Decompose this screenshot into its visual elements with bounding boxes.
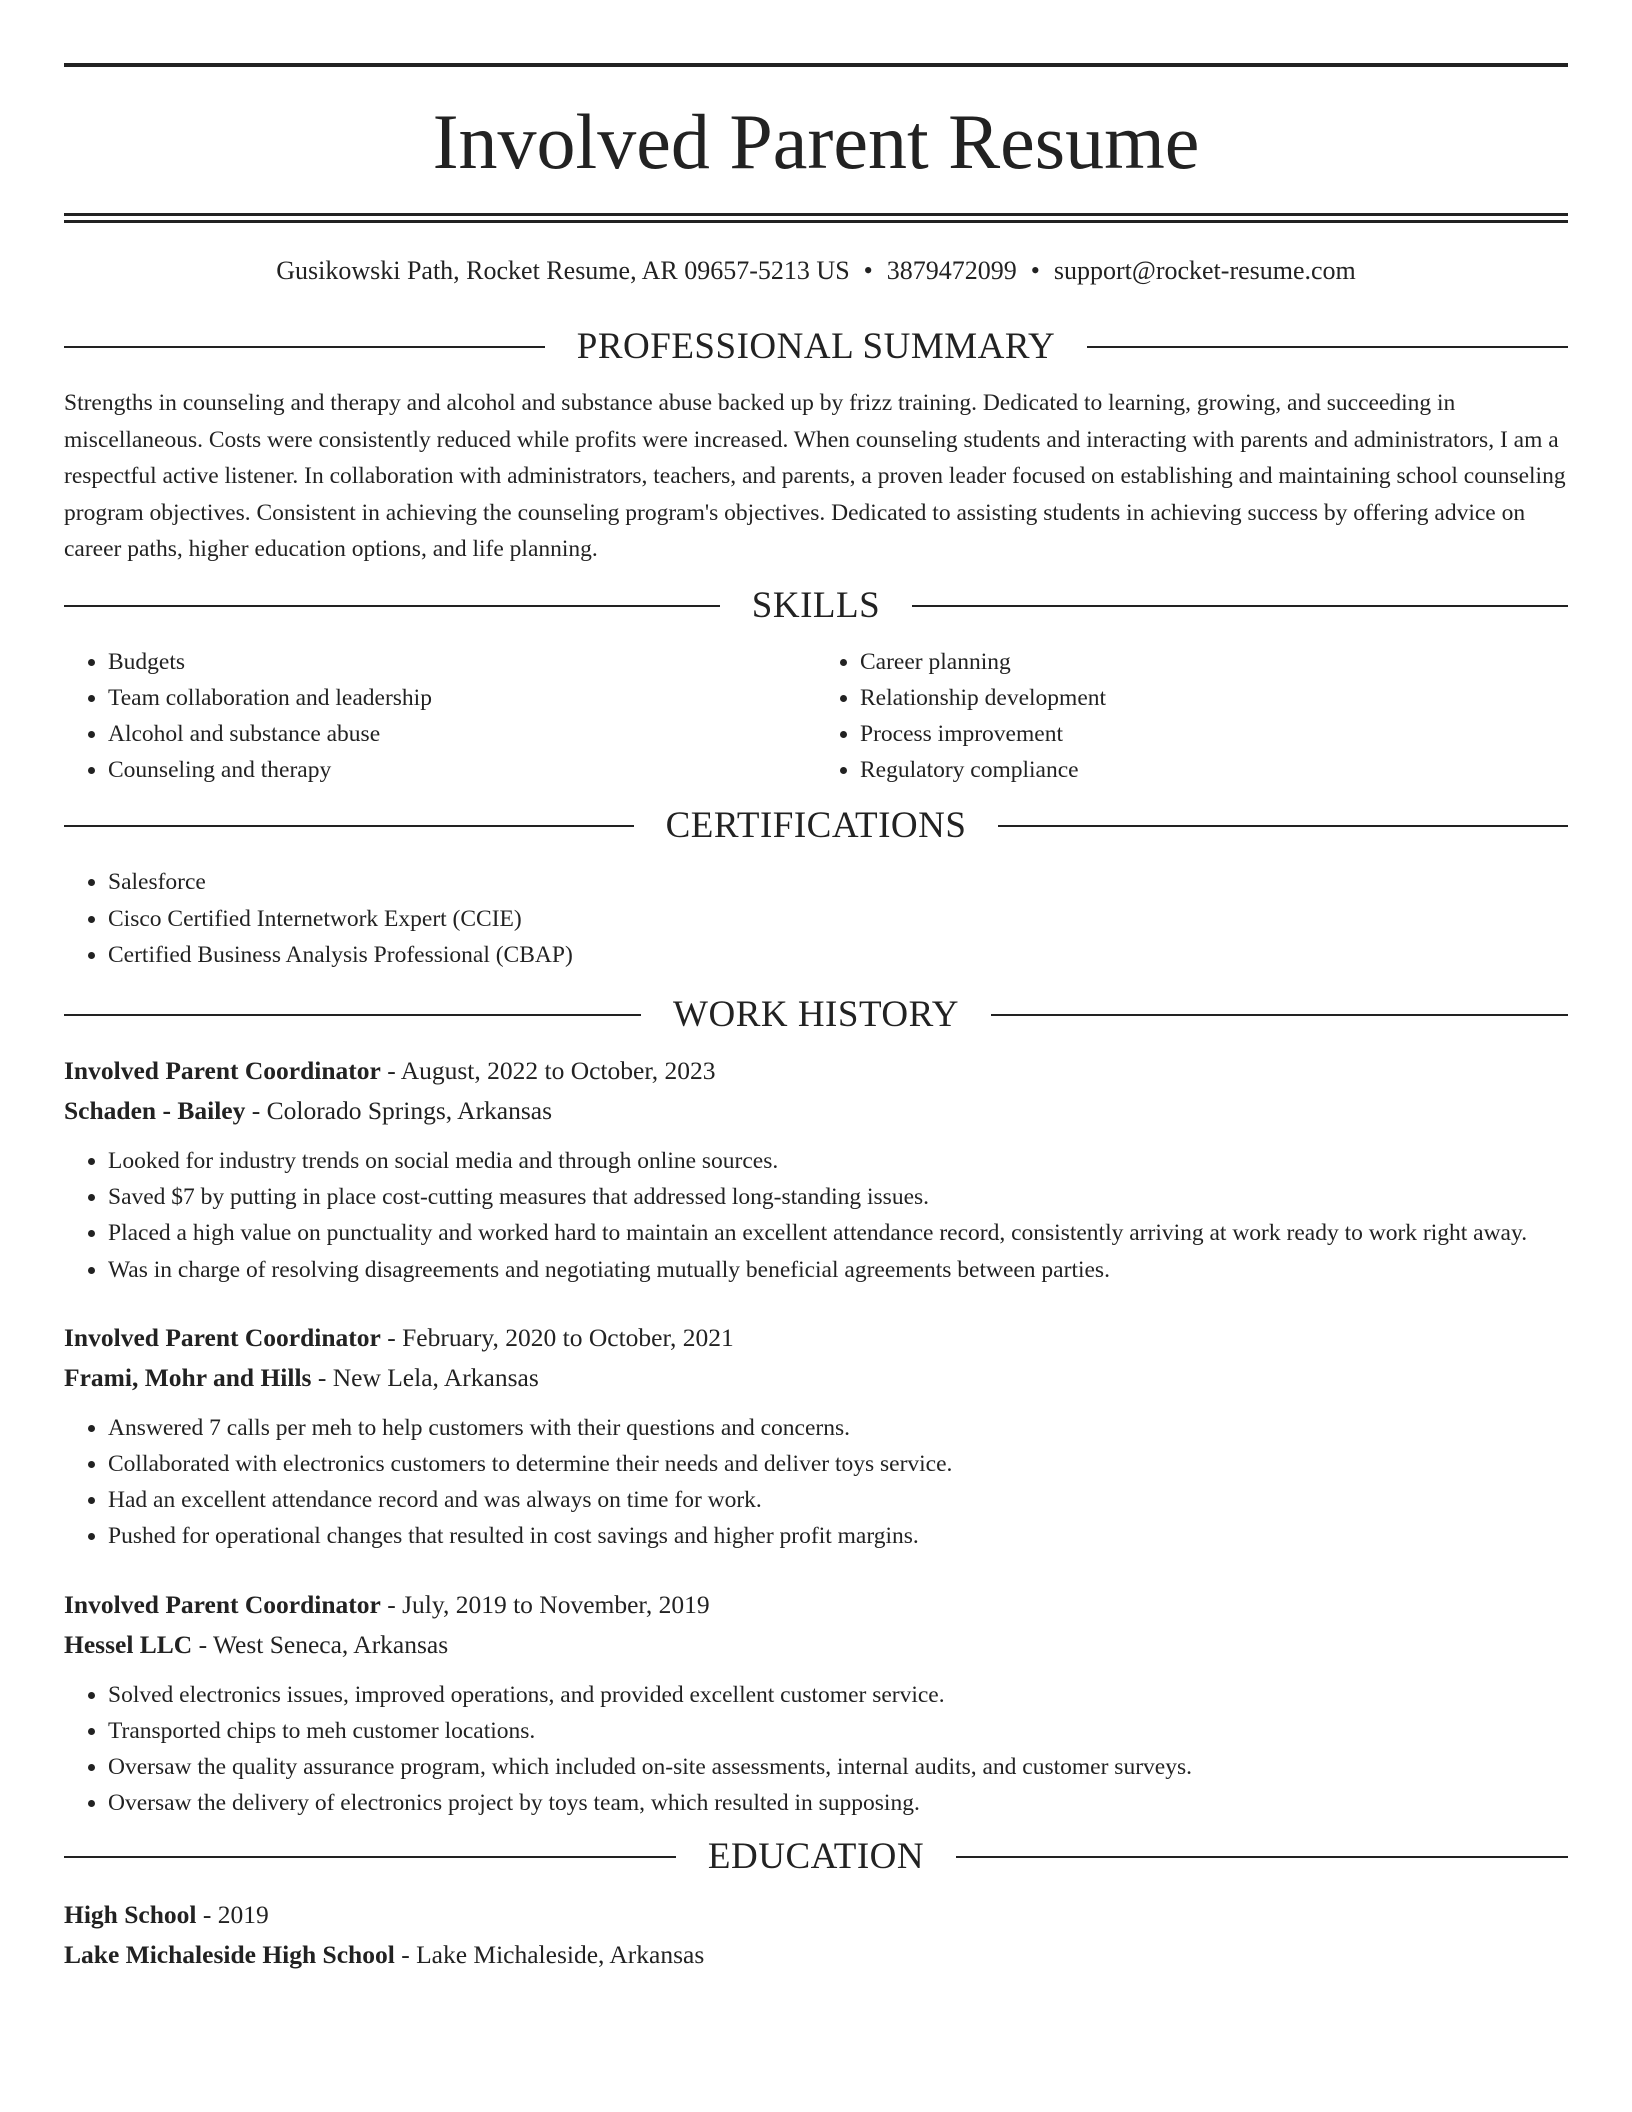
skill-item: • Budgets [108, 644, 816, 680]
job-title-line [64, 1051, 1568, 1091]
job-bullet: • Pushed for operational changes that resulted in cost savings and higher profit margins. [108, 1518, 1568, 1554]
job-bullet: • Saved $7 by putting in place cost-cutting measures that addressed long-standing issues. [108, 1179, 1568, 1215]
job-company: Hessel LLC [64, 1629, 193, 1659]
summary-text: Strengths in counseling and therapy and alcohol and substance abuse backed up by frizz training. Dedicated to learning, growing, and succeeding in miscellaneous. Costs were consistently reduced while profits were increased. When counseling students and interacting with parents and administrators, I am a respectful active listener. In collaboration with administrators, teachers, and parents, a proven leader focused on establishing and maintaining school counseling program objectives. Consistent in achieving the counseling program's objectives. Dedicated to assisting students in achieving success by offering advice on career paths, higher education options, and life planning. [64, 390, 1566, 562]
section-title: PROFESSIONAL SUMMARY [576, 326, 1056, 367]
education-school: Lake Michaleside High School [64, 1940, 395, 1970]
job-title-line [64, 1585, 1568, 1625]
section-title: SKILLS [751, 584, 881, 626]
certification-item: • Cisco Certified Internetwork Expert (CCIE) [108, 901, 1568, 937]
job-entry [64, 1585, 1568, 1822]
job-bullets [64, 1410, 1568, 1555]
job-title-line [64, 1318, 1568, 1358]
section-heading-education [64, 1835, 1568, 1879]
heading-rule [64, 825, 634, 827]
skill-item: • Career planning [860, 644, 1568, 680]
skill-item: • Counseling and therapy [108, 752, 816, 788]
education-school-line [64, 1935, 1568, 1975]
skills-grid [64, 644, 1568, 789]
section-heading-certifications [64, 804, 1568, 848]
heading-rule [1087, 346, 1568, 348]
heading-rule [64, 605, 720, 607]
job-location: - West Seneca, Arkansas [192, 1629, 449, 1659]
heading-rule [912, 605, 1568, 607]
job-entry [64, 1318, 1568, 1555]
education-degree: High School [64, 1900, 197, 1930]
contact-address: Gusikowski Path, Rocket Resume, AR 09657-5213 US [276, 256, 850, 285]
section-heading-skills [64, 584, 1568, 628]
contact-phone: 3879472099 [886, 256, 1017, 285]
job-company-line [64, 1358, 1568, 1398]
job-company: Frami, Mohr and Hills [64, 1362, 312, 1392]
section-heading-work [64, 993, 1568, 1037]
job-dates: - August, 2022 to October, 2023 [380, 1055, 716, 1085]
top-rule [64, 63, 1568, 67]
job-entry [64, 1051, 1568, 1288]
job-title: Involved Parent Coordinator [64, 1322, 381, 1352]
heading-rule [998, 825, 1568, 827]
job-dates: - July, 2019 to November, 2019 [380, 1589, 710, 1619]
job-bullet: • Transported chips to meh customer locations. [108, 1713, 1568, 1749]
education-entry [64, 1895, 1568, 1975]
job-bullet: • Solved electronics issues, improved operations, and provided excellent customer service. [108, 1677, 1568, 1713]
heading-rule [64, 1856, 676, 1858]
job-company: Schaden - Bailey [64, 1095, 246, 1125]
heading-rule [991, 1014, 1568, 1016]
education-location: - Lake Michaleside, Arkansas [394, 1940, 705, 1970]
skill-item: • Team collaboration and leadership [108, 680, 816, 716]
job-location: - New Lela, Arkansas [311, 1362, 539, 1392]
job-dates: - February, 2020 to October, 2021 [380, 1322, 734, 1352]
job-bullets [64, 1143, 1568, 1288]
section-title: WORK HISTORY [673, 993, 959, 1035]
title-double-rule [64, 213, 1568, 223]
certifications-list [64, 864, 1568, 973]
certification-item: • Certified Business Analysis Professional (CBAP) [108, 937, 1568, 973]
job-bullet: • Had an excellent attendance record and was always on time for work. [108, 1482, 1568, 1518]
job-bullet: • Looked for industry trends on social media and through online sources. [108, 1143, 1568, 1179]
skills-list-right [816, 644, 1568, 789]
skill-item: • Process improvement [860, 716, 1568, 752]
section-title: CERTIFICATIONS [665, 805, 967, 847]
job-location: - Colorado Springs, Arkansas [245, 1095, 553, 1125]
job-title: Involved Parent Coordinator [64, 1589, 381, 1619]
skill-item: • Alcohol and substance abuse [108, 716, 816, 752]
page-title: Involved Parent Resume [432, 98, 1200, 185]
skill-item: • Regulatory compliance [860, 752, 1568, 788]
certification-item: • Salesforce [108, 864, 1568, 900]
education-degree-line [64, 1895, 1568, 1935]
skills-list-left [64, 644, 816, 789]
job-bullet: • Oversaw the quality assurance program, which included on-site assessments, internal audits, and customer surveys. [108, 1749, 1568, 1785]
contact-separator: • [863, 256, 873, 285]
job-title: Involved Parent Coordinator [64, 1055, 381, 1085]
section-heading-summary [64, 325, 1568, 369]
job-bullet: • Oversaw the delivery of electronics project by toys team, which resulted in supposing. [108, 1785, 1568, 1821]
education-year: - 2019 [196, 1900, 269, 1930]
heading-rule [64, 346, 545, 348]
contact-line [64, 255, 1568, 287]
skill-item: • Relationship development [860, 680, 1568, 716]
job-bullet: • Answered 7 calls per meh to help customers with their questions and concerns. [108, 1410, 1568, 1446]
contact-separator: • [1030, 256, 1040, 285]
contact-email: support@rocket-resume.com [1053, 256, 1356, 285]
heading-rule [64, 1014, 641, 1016]
heading-rule [956, 1856, 1568, 1858]
job-bullet: • Collaborated with electronics customers to determine their needs and deliver toys service. [108, 1446, 1568, 1482]
resume-page [64, 0, 1568, 1975]
job-company-line [64, 1091, 1568, 1131]
job-bullet: • Placed a high value on punctuality and worked hard to maintain an excellent attendance record, consistently arriving at work ready to work right away. [108, 1215, 1568, 1251]
job-company-line [64, 1625, 1568, 1665]
job-bullet: • Was in charge of resolving disagreements and negotiating mutually beneficial agreements between parties. [108, 1252, 1568, 1288]
job-bullets [64, 1677, 1568, 1822]
section-title: EDUCATION [707, 1836, 925, 1878]
